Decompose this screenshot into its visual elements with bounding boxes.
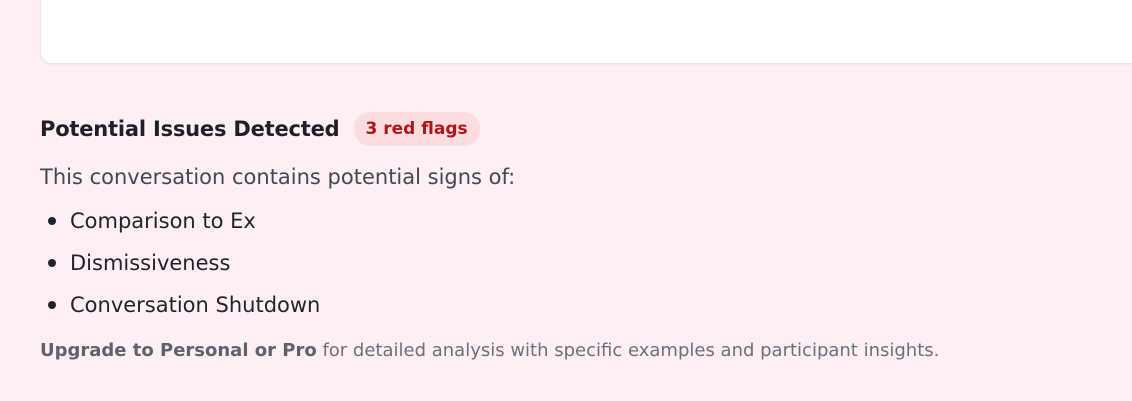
bullet-icon [48,259,56,267]
issues-header [40,110,1100,148]
red-flags-badge: 3 red flags [354,112,480,146]
flag-label: Dismissiveness [70,251,231,275]
flag-label: Conversation Shutdown [70,293,321,317]
list-item [40,248,1100,278]
list-item [40,290,1100,320]
list-item [40,206,1100,236]
issues-intro: This conversation contains potential signs of: [40,165,516,189]
upgrade-link[interactable]: Upgrade to Personal or Pro [40,340,317,361]
top-card [40,0,1132,64]
bullet-icon [48,301,56,309]
issues-title: Potential Issues Detected [40,117,340,141]
issues-section [40,110,1100,364]
upgrade-rest-text: for detailed analysis with specific examples and participant insights. [316,340,940,361]
flags-list [40,206,1100,320]
bullet-icon [48,217,56,225]
upgrade-note [40,338,1100,364]
flag-label: Comparison to Ex [70,209,256,233]
